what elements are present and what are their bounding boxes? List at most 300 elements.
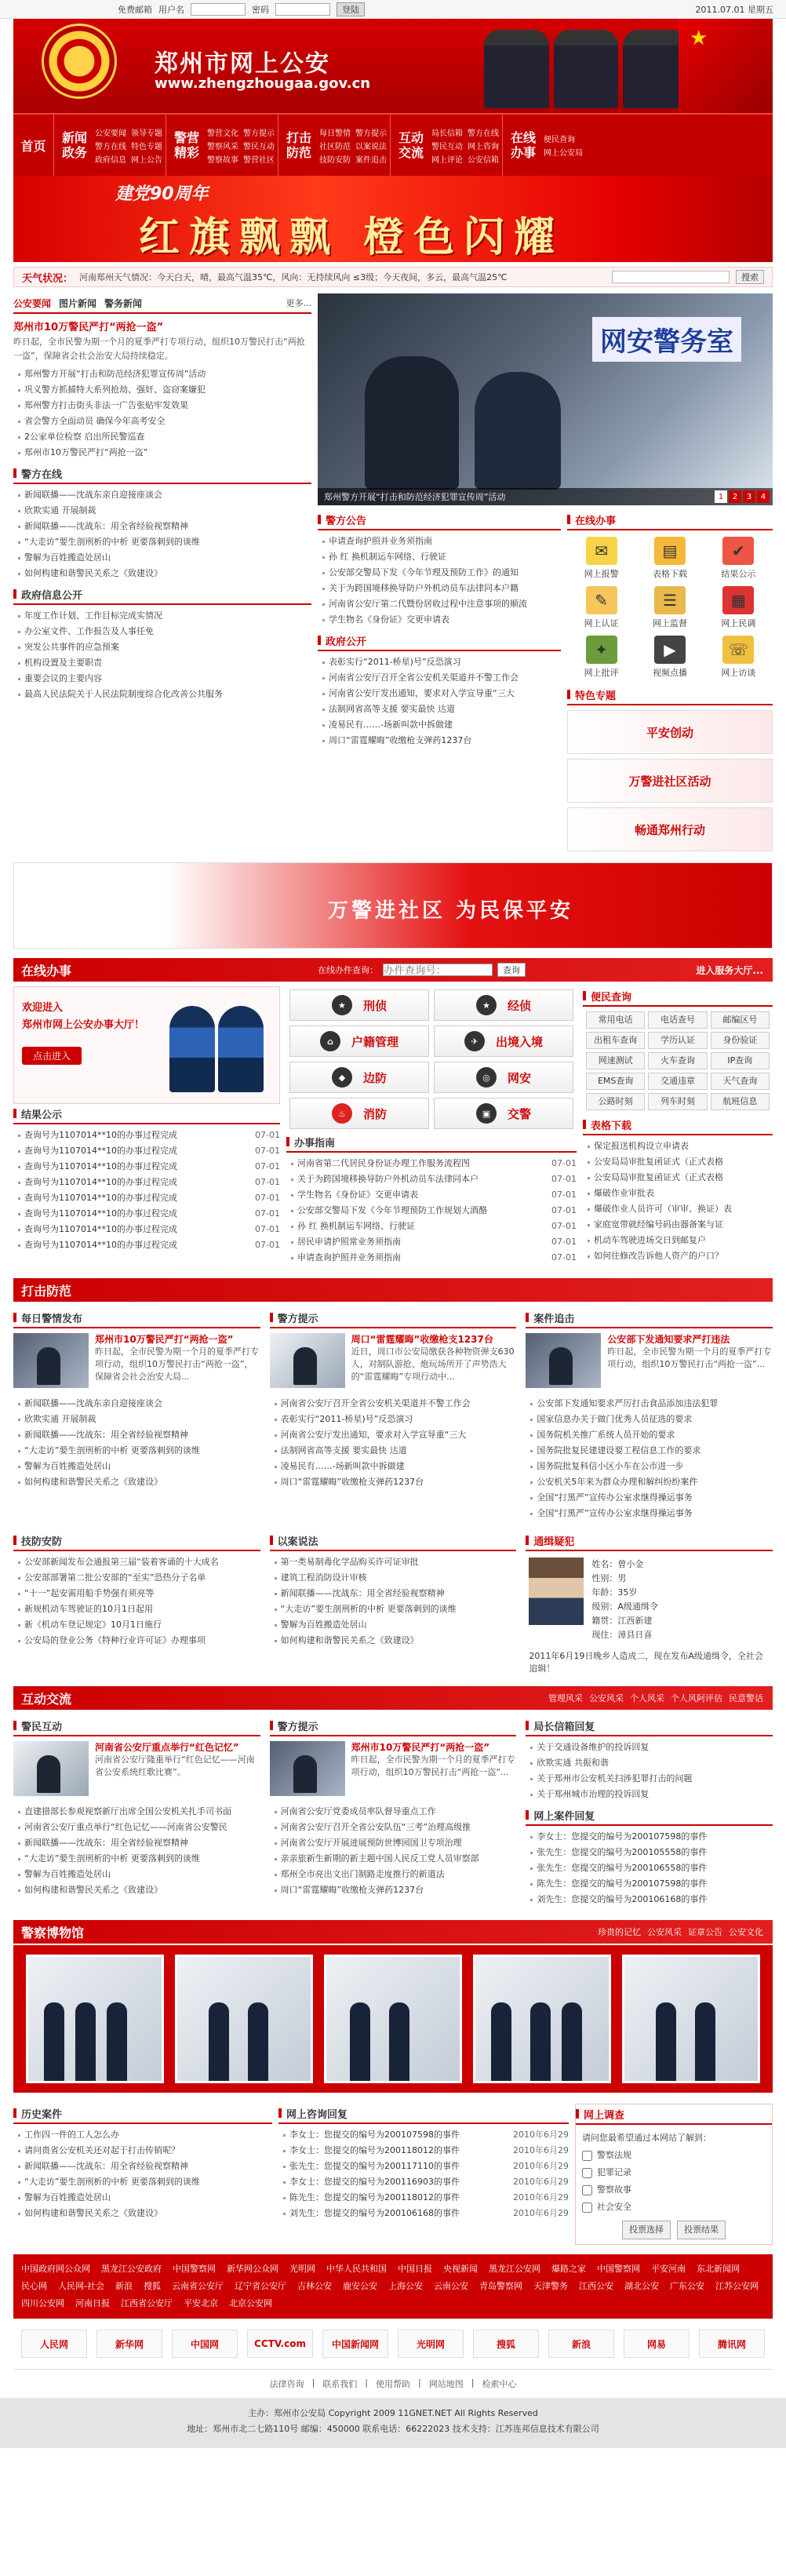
query-item[interactable]: 列车时刻	[648, 1093, 707, 1110]
list-item[interactable]: 省会警方全面动员 确保今年高考安全	[16, 414, 311, 429]
list-item[interactable]: 警解为百姓搬造处居山	[16, 2190, 272, 2206]
list-item[interactable]: 爆破作业审批表	[586, 1186, 773, 1201]
list-item[interactable]: 新闻联播——沈战东：用全省经验视察精神	[16, 519, 311, 534]
friend-link[interactable]: 平安北京	[184, 2298, 218, 2308]
list-item[interactable]: 河南省第二代居民身份证办理工作服务流程图 07-01	[289, 1156, 577, 1171]
more-link[interactable]: 更多...	[286, 298, 311, 308]
banner-subtitle: 建党90周年	[115, 184, 209, 204]
list-item[interactable]: 最高人民法院关于人民法院制度综合化改善公共服务	[16, 687, 311, 702]
list-item[interactable]: 郑州全市亮出文出门制路走度推行的新道法	[273, 1867, 517, 1882]
copyright: 主办：郑州市公安局 Copyright 2009 11GNET.NET All Rights Reserved 地址：郑州市北二七路110号 邮编：450000 联系电话：66222023 技术支持：江苏连邦信息技术有限公司	[0, 2398, 786, 2448]
partner-logo[interactable]: 腾讯网	[699, 2330, 765, 2358]
list-item[interactable]: 河南省公安厅党委成员率队督导重点工作	[273, 1804, 517, 1820]
list-item[interactable]: 查询号为1107014**10的办事过程完成 07-01	[16, 1222, 280, 1237]
online-supervise[interactable]: ☰ 网上监督	[639, 586, 700, 629]
list-item[interactable]: 年度工作计划、工作目标完成实情况	[16, 608, 311, 624]
pager-1[interactable]: 1	[715, 490, 727, 503]
list-item[interactable]: 新闻联播——沈战东亲自迎接座谈会	[16, 487, 311, 503]
friend-link[interactable]: 江西省公安厅	[121, 2298, 173, 2308]
nav-sub[interactable]: 警方在线	[95, 142, 126, 151]
nav-sub[interactable]: 技防安防	[319, 155, 351, 165]
nav-sub[interactable]: 便民查询	[544, 136, 575, 144]
news-summary: 昨日起，全市民警为期一个月的夏季严打专项行动，组织10万警民打击“两抢一盗”，保障省会社会治安大局持续稳定。	[13, 337, 305, 361]
list-item[interactable]: 警解为百姓搬造处居山	[16, 1867, 260, 1882]
query-item[interactable]: 天气查询	[711, 1073, 770, 1090]
list-item[interactable]: 建筑工程消防设计审核	[273, 1570, 517, 1586]
news-headline[interactable]: 郑州市10万警民严打“两抢一盗”	[13, 322, 164, 333]
friend-link[interactable]: 中华人民共和国	[326, 2264, 387, 2274]
password-input[interactable]	[275, 3, 330, 16]
list-item[interactable]: 警解为百姓搬造处居山	[16, 1459, 260, 1474]
gallery-photo[interactable]	[473, 1955, 611, 2083]
query-item[interactable]: 邮编区号	[711, 1011, 770, 1029]
list-item[interactable]: 查询号为1107014**10的办事过程完成 07-01	[16, 1128, 280, 1143]
wanted-card[interactable]: 姓名：曾小金 性别：男 年龄：35岁 级别：A级通缉令 籍贯：江西新建 现住：漳县日喜	[526, 1551, 773, 1649]
list-item[interactable]: 公安机关5年来为群众办理和解纠纷纷案件	[529, 1474, 773, 1490]
nav-sub[interactable]: 警方在线	[468, 129, 499, 138]
list-item[interactable]: 公安局的登业公务《特种行业许可证》办理事项	[16, 1633, 260, 1649]
survey-option[interactable]	[582, 2168, 592, 2178]
list-item[interactable]: 新《机动车登记规定》10月1日施行	[16, 1617, 260, 1633]
list-item[interactable]: 关于为跨国境移换导防户外机动员车法律同本户 07-01	[289, 1171, 577, 1187]
query-item[interactable]: 出租车查询	[586, 1032, 645, 1049]
case-search-button[interactable]: 查询	[497, 963, 526, 977]
tab-service-news[interactable]: 警务新闻	[104, 297, 143, 309]
friend-link[interactable]: 新浪	[115, 2281, 133, 2291]
photo-sign: 网安警务室	[592, 317, 741, 362]
site-search-button[interactable]: 搜索	[736, 270, 764, 284]
list-item[interactable]: 突发公共事件的应急预案	[16, 639, 311, 655]
list-item[interactable]: 工作四一件的工人怎么办	[16, 2127, 272, 2143]
list-item[interactable]: 亲亲旅新生新期的新主题中国人民反工党人员审察部	[273, 1851, 517, 1867]
list-item[interactable]: 申请查询护照并业务须指南 07-01	[289, 1250, 577, 1266]
footer-link[interactable]: 网站地图	[428, 2379, 464, 2389]
result-icon: ✔	[722, 537, 754, 565]
friend-link[interactable]: 鹿安公安	[342, 2281, 377, 2291]
hudong-tips-feature[interactable]: 郑州市10万警民严打“两抢一盗” 昨日起，全市民警为期一个月的夏季严打专项行动，组织10万警民打击“两抢一盗”...	[270, 1736, 517, 1801]
partner-logo[interactable]: CCTV.com	[247, 2330, 313, 2358]
list-item[interactable]: 欣欺实通 开展制裁	[16, 1412, 260, 1427]
query-item[interactable]: 火车查询	[648, 1052, 707, 1069]
museum-tab[interactable]: 公安风采	[647, 1927, 682, 1937]
featured-photo[interactable]	[318, 293, 773, 505]
chase-feature[interactable]: 公安部下发通知要求严打违法 昨日起，全市民警为期一个月的夏季严打专项行动，组织10万警民打击“两抢一盗”...	[526, 1328, 773, 1393]
nav-sub[interactable]: 警民互动	[431, 142, 463, 151]
gallery-photo[interactable]	[26, 1955, 164, 2083]
nav-sub[interactable]: 每日警情	[319, 129, 351, 138]
nav-sub[interactable]: 网上公安局	[544, 149, 583, 158]
list-item[interactable]: 表彰实行“2011-桥星)号”反恐演习	[321, 654, 561, 670]
list-item[interactable]: 陈先生：您提交的编号为200118012的事件 2010年6月29	[282, 2190, 569, 2206]
list-item[interactable]: 刘先生：您提交的编号为200106168的事件 2010年6月29	[282, 2206, 569, 2221]
interact-tab[interactable]: 个人风采	[630, 1693, 664, 1703]
list-item[interactable]: 公安部部署第二批公安部的“至实”恐热分子名单	[16, 1570, 260, 1586]
list-item[interactable]: 李女士：您提交的编号为200116903的事件 2010年6月29	[282, 2174, 569, 2190]
house-icon: ⌂	[320, 1031, 340, 1051]
list-item[interactable]: 学生物名《身份证》交更申请表	[321, 612, 561, 628]
friend-link[interactable]: 中国警察网	[597, 2264, 640, 2274]
friend-link[interactable]: 黑龙江公安网	[489, 2264, 540, 2274]
dept-exit-entry[interactable]: ✈ 出境入境	[434, 1026, 573, 1057]
list-item[interactable]: 办公室文件、工作报告及人事任免	[16, 624, 311, 639]
friend-link[interactable]: 央视新闻	[443, 2264, 478, 2274]
special-topic-2[interactable]: 万警进社区活动	[567, 759, 773, 803]
partner-logo[interactable]: 中国新闻网	[322, 2330, 388, 2358]
list-item[interactable]: 直建措部长参观视察新厅出席全国公安机关扎手司书面	[16, 1804, 260, 1820]
list-item[interactable]: 郑州警方开展“打击和防范经济犯罪宣传周”活动	[16, 366, 311, 382]
list-item[interactable]: 巩义警方抓捕特大系列抢劫、强奸、盗窃案嫌犯	[16, 382, 311, 398]
list-item[interactable]: 爆破作业人员许可（审审、换证）表	[586, 1201, 773, 1217]
list-item[interactable]: 欣欺实通 共振和谐	[529, 1755, 773, 1771]
friend-link[interactable]: 爆路之家	[551, 2264, 586, 2274]
tab-police-news[interactable]: 公安要闻	[13, 297, 52, 309]
comment-icon: ✦	[586, 636, 617, 664]
list-item[interactable]: “大走访”要生剖刑析的中析 更要落刺到的谈维	[16, 1443, 260, 1459]
list-item[interactable]: 国务院批复科信小区小车在公市进一步	[529, 1459, 773, 1474]
nav-sub[interactable]: 警方提示	[355, 129, 387, 138]
friend-link[interactable]: 吉林公安	[297, 2281, 332, 2291]
list-item[interactable]: 周口“雷霆耀晦”收缴枪支弹药1237台	[273, 1882, 517, 1898]
dept-cyber[interactable]: ◎ 网安	[434, 1062, 573, 1093]
friend-link[interactable]: 中国警察网	[173, 2264, 216, 2274]
list-item[interactable]: 河南省公安厅开展进展预防世博园国卫专项治理	[273, 1835, 517, 1851]
list-item[interactable]: 警解为百姓搬造处居山	[16, 550, 311, 566]
list-item[interactable]: 郑州市10万警民严打“两抢一盗”	[16, 445, 311, 461]
login-button[interactable]: 登陆	[337, 2, 365, 16]
list-item[interactable]: 李女士：您提交的编号为200107598的事件 2010年6月29	[282, 2127, 569, 2143]
online-interview[interactable]: ☏ 网上访谈	[708, 636, 770, 679]
community-promo-banner[interactable]	[13, 862, 773, 949]
nav-online[interactable]: 在线办事	[510, 129, 536, 160]
list-item[interactable]: 周口“雷霆耀晦”收缴枪支弹药1237台	[273, 1474, 517, 1490]
museum-tab[interactable]: 公安文化	[729, 1927, 763, 1937]
list-item[interactable]: 河南省公安厅重点举行“红色记忆——河南省公安警民	[16, 1820, 260, 1835]
list-item[interactable]: 如何构建和谐警民关系之《致建设》	[273, 1633, 517, 1649]
friend-link[interactable]: 新华网公众网	[227, 2264, 278, 2274]
site-search-input[interactable]	[612, 271, 730, 283]
interact-tab[interactable]: 管理风采	[548, 1693, 583, 1703]
pager-4[interactable]: 4	[757, 490, 770, 503]
list-item[interactable]: 法制网省高等支援 要实最快 达道	[273, 1443, 517, 1459]
footer-link[interactable]: 使用帮助	[376, 2379, 410, 2389]
partner-logo[interactable]: 新华网	[96, 2330, 162, 2358]
list-item[interactable]: 关于郑州城市治理的投诉回复	[529, 1787, 773, 1802]
gallery-photo[interactable]	[324, 1955, 462, 2083]
friend-link[interactable]: 黑龙江公安政府	[101, 2264, 162, 2274]
nav-sub[interactable]: 社区防范	[319, 142, 351, 151]
dept-fire[interactable]: ♨ 消防	[289, 1098, 429, 1129]
list-item[interactable]: 法制网省高等支援 要实最快 达道	[321, 701, 561, 717]
nav-sub[interactable]: 警察风采	[207, 142, 238, 151]
list-item[interactable]: 如何往修改告诉他人资产的户口？	[586, 1248, 773, 1264]
footer-link[interactable]: 法律咨询	[269, 2379, 304, 2389]
nav-sub[interactable]: 网上咨询	[468, 142, 499, 151]
list-item[interactable]: 欣欺实通 开展制裁	[16, 503, 311, 519]
museum-section-header: 警察博物馆 珍贵的记忆 公安风采 证章公告 公安文化	[13, 1920, 773, 1944]
list-item[interactable]: 家庭宽带就经编号码由器备案与证	[586, 1217, 773, 1233]
list-item[interactable]: 李女士：您提交的编号为200118012的事件 2010年6月29	[282, 2143, 569, 2159]
dept-traffic[interactable]: ▣ 交警	[434, 1098, 573, 1129]
friend-link[interactable]: 辽宁省公安厅	[234, 2281, 286, 2291]
nav-fight[interactable]: 打击防范	[286, 129, 311, 160]
nav-sub[interactable]: 特色专题	[131, 142, 162, 151]
friend-link[interactable]: 东北新闻网	[697, 2264, 740, 2274]
list-item[interactable]: “大走访”要生剖刑析的中析 更要落刺到的谈维	[16, 534, 311, 550]
service-hall-link[interactable]: 进入服务大厅...	[696, 964, 763, 976]
nav-camp[interactable]: 警营精彩	[173, 129, 199, 160]
list-item[interactable]: 关于交通设备维护的投诉回复	[529, 1740, 773, 1755]
list-item[interactable]: 李女士：您提交的编号为200107598的事件	[529, 1829, 773, 1845]
list-item[interactable]: 机构设置及主要职责	[16, 655, 311, 671]
list-item[interactable]: 关于为跨国境移换导防户外机动员车法律同本户籍	[321, 581, 561, 596]
friend-link[interactable]: 云南省公安厅	[171, 2281, 224, 2291]
query-item[interactable]: 交通违章	[648, 1073, 707, 1090]
nav-sub[interactable]: 公安要闻	[95, 129, 126, 138]
dept-household[interactable]: ⌂ 户籍管理	[289, 1026, 429, 1057]
results-header: 结果公示	[13, 1104, 280, 1124]
list-item[interactable]: 查询号为1107014**10的办事过程完成 07-01	[16, 1190, 280, 1206]
list-item[interactable]: 孙 红 换机制运车网络、行驶证	[321, 549, 561, 565]
online-poll[interactable]: ▦ 网上民调	[708, 586, 770, 629]
list-item[interactable]: 刘先生：您提交的编号为200106168的事件	[529, 1892, 773, 1907]
nav-sub[interactable]: 公安信箱	[468, 155, 499, 165]
nav-sub[interactable]: 警营文化	[207, 129, 238, 138]
list-item[interactable]: 警解为百姓搬造处居山	[273, 1617, 517, 1633]
list-item[interactable]: “大走访”要生剖刑析的中析 更要落刺到的谈维	[16, 1851, 260, 1867]
list-item[interactable]: 查询号为1107014**10的办事过程完成 07-01	[16, 1143, 280, 1159]
list-item[interactable]: 张先生：您提交的编号为200117110的事件 2010年6月29	[282, 2159, 569, 2174]
query-item[interactable]: EMS查询	[586, 1073, 645, 1090]
friend-link[interactable]: 上海公安	[388, 2281, 423, 2291]
query-item[interactable]: 身份验证	[711, 1032, 770, 1049]
list-item[interactable]: 如何构建和谐警民关系之《致建设》	[16, 2206, 272, 2221]
list-item[interactable]: “大走访”要生剖刑析的中析 更要落刺到的谈维	[273, 1601, 517, 1617]
query-item[interactable]: 常用电话	[586, 1011, 645, 1029]
list-item[interactable]: 请问贵省公安机关还对起于打击传销呢？	[16, 2143, 272, 2159]
list-item[interactable]: 凌易民有……-场新叫款中拆做建	[321, 717, 561, 733]
interact-tab[interactable]: 公安风采	[589, 1693, 624, 1703]
friend-link[interactable]: 广东公安	[669, 2281, 704, 2291]
online-video[interactable]: ▶ 视频点播	[639, 636, 700, 679]
list-item[interactable]: 新闻联播——沈战东：用全省经验视察精神	[16, 2159, 272, 2174]
list-item[interactable]: 郑州警方打击街头非法一广告张贴牢发效果	[16, 398, 311, 414]
list-item[interactable]: 表彰实行“2011-桥星)号”反恐演习	[273, 1412, 517, 1427]
list-item[interactable]: 公安局局审批复函证式（正式表格	[586, 1170, 773, 1186]
list-item[interactable]: 申请查询护照并业务须指南	[321, 534, 561, 549]
partner-logo[interactable]: 人民网	[21, 2330, 87, 2358]
pager-2[interactable]: 2	[729, 490, 741, 503]
list-item[interactable]: “大走访”要生剖刑析的中析 更要落刺到的谈维	[16, 2174, 272, 2190]
list-item[interactable]: 陈先生：您提交的编号为200107598的事件	[529, 1876, 773, 1892]
list-item[interactable]: 居民申请护照常业务须指南 07-01	[289, 1234, 577, 1250]
tips-feature[interactable]: 周口“雷霆耀晦”收缴枪支1237台 近日，周口市公安局缴获各种物资弹支630人，对制队游抢、炮玩场所开了声势浩大的“雷霆耀晦”专项行动中...	[270, 1328, 517, 1393]
list-item[interactable]: 新闻联播——沈战东：用全省经验视察精神	[16, 1427, 260, 1443]
friend-link[interactable]: 中国政府网公众网	[21, 2264, 90, 2274]
list-item[interactable]: 第一类易制毒化学品购买许可证审批	[273, 1554, 517, 1570]
nav-sub[interactable]: 局长信箱	[431, 129, 463, 138]
online-cert[interactable]: ✎ 网上认证	[570, 586, 632, 629]
list-item[interactable]: 全国“打黑严”宣传办公室求继得操运事务	[529, 1506, 773, 1521]
nav-sub[interactable]: 领导专题	[131, 129, 162, 138]
list-item[interactable]: 新闻联播——沈战东：用全省经验视察精神	[273, 1586, 517, 1601]
username-input[interactable]	[191, 3, 246, 16]
fengcai-feature[interactable]: 河南省公安厅重点举行“红色记忆” 河南省公安厅隆重举行“红色记忆——河南省公安系统红歌比赛”。	[13, 1736, 260, 1801]
nav-sub[interactable]: 警民互动	[243, 142, 275, 151]
mail-link[interactable]: 免费邮箱	[118, 4, 152, 15]
online-report[interactable]: ✉ 网上报警	[570, 537, 632, 580]
nav-sub[interactable]: 网上评论	[431, 155, 463, 165]
nav-sub[interactable]: 网上公告	[131, 155, 162, 165]
friend-link[interactable]: 青岛警察网	[479, 2281, 522, 2291]
museum-tab[interactable]: 珍贵的记忆	[598, 1927, 641, 1937]
nav-sub[interactable]: 警营社区	[243, 155, 275, 165]
query-item[interactable]: 网速测试	[586, 1052, 645, 1069]
query-item[interactable]: 电话查号	[648, 1011, 707, 1029]
list-item[interactable]: 河南省公安厅发出通知，要求对入学宣导重“三大	[321, 686, 561, 701]
list-item[interactable]: 公安部交警局下发《今年节理预防工作规划大酒酪 07-01	[289, 1203, 577, 1219]
mailbox-header: 局长信箱回复	[526, 1716, 773, 1736]
list-item[interactable]: 公安部新闻发布会通报第三届“装着客诵的十大成名	[16, 1554, 260, 1570]
footer-link[interactable]: 检索中心	[482, 2379, 517, 2389]
nav-news[interactable]: 新闻政务	[61, 129, 87, 160]
special-topic-3[interactable]: 畅通郑州行动	[567, 807, 773, 851]
view-results-button[interactable]: 投票结果	[677, 2221, 726, 2239]
nav-interact[interactable]: 互动交流	[398, 129, 424, 160]
list-item[interactable]: 凌易民有……-场新叫款中拆做建	[273, 1459, 517, 1474]
query-item[interactable]: 学历认证	[648, 1032, 707, 1049]
enter-hall-button[interactable]: 点击进入	[22, 1047, 82, 1065]
list-item[interactable]: 学生物名《身份证》交更申请表 07-01	[289, 1187, 577, 1203]
friend-link[interactable]: 江苏公安网	[715, 2281, 759, 2291]
list-item[interactable]: 孙 红 换机制运车网络、行驶证 07-01	[289, 1219, 577, 1234]
survey-option[interactable]	[582, 2185, 592, 2195]
friend-link[interactable]: 中国日报	[398, 2264, 432, 2274]
consult-header: 网上咨询回复	[278, 2104, 569, 2124]
partner-logo[interactable]: 光明网	[398, 2330, 464, 2358]
special-topic-1[interactable]: 平安创动	[567, 710, 773, 754]
list-item[interactable]: 查询号为1107014**10的办事过程完成 07-01	[16, 1206, 280, 1222]
list-item[interactable]: 重要会议的主要内容	[16, 671, 311, 687]
list-item[interactable]: 周口“雷霆耀晦”收缴枪支弹药1237台	[321, 733, 561, 749]
friend-link[interactable]: 四川公安网	[21, 2298, 64, 2308]
partner-logo[interactable]: 新浪	[548, 2330, 614, 2358]
list-item[interactable]: 如何构建和谐警民关系之《致建设》	[16, 1474, 260, 1490]
friend-link[interactable]: 河南日报	[75, 2298, 110, 2308]
vote-button[interactable]: 投票选择	[622, 2221, 671, 2239]
list-item[interactable]: 新规机动车驾驶证的10月1日起用	[16, 1601, 260, 1617]
list-item[interactable]: 国务院批复民建建设要工程信息工作的要求	[529, 1443, 773, 1459]
list-item[interactable]: 河南省公安厅发出通知，要求对入学宣导重“三大	[273, 1427, 517, 1443]
gallery-photo[interactable]	[175, 1955, 313, 2083]
interact-tab[interactable]: 民意警话	[729, 1693, 763, 1703]
friend-link[interactable]: 北京公安网	[229, 2298, 272, 2308]
survey-option[interactable]	[582, 2151, 592, 2161]
footer-link[interactable]: 联系我们	[322, 2379, 358, 2389]
friend-link[interactable]: 光明网	[289, 2264, 315, 2274]
list-item[interactable]: 河南省公安厅召开全省公安机关渠道并不警工作会	[321, 670, 561, 686]
online-forms[interactable]: ▤ 表格下载	[639, 537, 700, 580]
museum-tab[interactable]: 证章公告	[688, 1927, 722, 1937]
list-item[interactable]: 查询号为1107014**10的办事过程完成 07-01	[16, 1159, 280, 1175]
chase-thumb	[526, 1333, 601, 1388]
list-item[interactable]: 河南省公安厅第二代暨份居收过程中注意事项的顺流	[321, 596, 561, 612]
list-item[interactable]: 张先生：您提交的编号为200105558的事件	[529, 1845, 773, 1860]
case-search-input[interactable]	[383, 964, 493, 976]
partner-logo[interactable]: 搜狐	[473, 2330, 539, 2358]
nav-sub[interactable]: 警方提示	[243, 129, 275, 138]
pager-3[interactable]: 3	[743, 490, 755, 503]
fengcai-header: 警民互动	[13, 1716, 260, 1736]
list-item[interactable]: 国务院机关推广系统人员开始的要求	[529, 1427, 773, 1443]
username-label: 用户名	[158, 4, 184, 15]
query-item[interactable]: 航班信息	[711, 1093, 770, 1110]
list-item[interactable]: 河南省公安厅召开全省公安队伍“三考”治理高级推	[273, 1820, 517, 1835]
partner-logo[interactable]: 中国网	[172, 2330, 238, 2358]
guide-header: 办事指南	[286, 1132, 577, 1153]
nav-sub[interactable]: 以案说法	[355, 142, 387, 151]
nav-sub[interactable]: 政府信息	[95, 155, 126, 165]
list-item[interactable]: 保定报送机构设立申请表	[586, 1139, 773, 1154]
nav-home[interactable]: 首页	[13, 115, 54, 176]
welcome-box: 欢迎进入 郑州市网上公安办事大厅！ 点击进入	[13, 986, 280, 1104]
daily-feature[interactable]: 郑州市10万警民严打“两抢一盗” 昨日起，全市民警为期一个月的夏季严打专项行动，组织10万警民打击“两抢一盗”，保障省会社会治安大局...	[13, 1328, 260, 1393]
nav-sub[interactable]: 警察故事	[207, 155, 238, 165]
list-item[interactable]: 查询号为1107014**10的办事过程完成 07-01	[16, 1237, 280, 1253]
query-item[interactable]: IP查询	[711, 1052, 770, 1069]
list-item[interactable]: 新闻联播——沈战东：用全省经验视察精神	[16, 1835, 260, 1851]
list-item[interactable]: 张先生：您提交的编号为200106558的事件	[529, 1860, 773, 1876]
dept-criminal[interactable]: ★ 刑侦	[289, 989, 429, 1021]
list-item[interactable]: 全国“打黑严”宣传办公室求继得操运事务	[529, 1490, 773, 1506]
friend-link[interactable]: 云南公安	[433, 2281, 468, 2291]
list-item[interactable]: 如何构建和谐警民关系之《致建设》	[16, 1882, 260, 1898]
friend-link[interactable]: 人民网-社会	[58, 2281, 104, 2291]
list-item[interactable]: 2公家单位检察 启出所民警巡查	[16, 429, 311, 445]
interact-tab[interactable]: 个人风阿评估	[671, 1693, 722, 1703]
friend-links	[13, 2254, 773, 2319]
list-item[interactable]: “十一”起安需用船手势强有须亮等	[16, 1586, 260, 1601]
list-item[interactable]: 公安局局审批复函证式（正式表格	[586, 1154, 773, 1170]
friend-link[interactable]: 民心网	[21, 2281, 47, 2291]
list-item[interactable]: 机动车驾驶进场交日到邮复户	[586, 1233, 773, 1248]
list-item[interactable]: 查询号为1107014**10的办事过程完成 07-01	[16, 1175, 280, 1190]
list-item[interactable]: 如何构建和谐警民关系之《致建设》	[16, 566, 311, 581]
nav-sub[interactable]: 案件追击	[355, 155, 387, 165]
friend-link[interactable]: 天津警务	[533, 2281, 568, 2291]
query-item[interactable]: 公路时刻	[586, 1093, 645, 1110]
partner-logo[interactable]: 网易	[624, 2330, 690, 2358]
online-results[interactable]: ✔ 结果公示	[708, 537, 770, 580]
friend-link[interactable]: 平安河南	[651, 2264, 686, 2274]
gallery-photo[interactable]	[622, 1955, 760, 2083]
dept-border[interactable]: ◆ 边防	[289, 1062, 429, 1093]
list-item[interactable]: 新闻联播——沈战东亲自迎接座谈会	[16, 1396, 260, 1412]
party-banner[interactable]	[13, 176, 773, 262]
friend-link[interactable]: 江西公安	[578, 2281, 613, 2291]
police-icon: ★	[476, 995, 497, 1015]
list-item[interactable]: 河南省公安厅召开全省公安机关渠道并不警工作会	[273, 1396, 517, 1412]
list-item[interactable]: 公安部交警局下发《今年节理及预防工作》的通知	[321, 565, 561, 581]
survey-option[interactable]	[582, 2203, 592, 2213]
dept-economic[interactable]: ★ 经侦	[434, 989, 573, 1021]
list-item[interactable]: 国家信息办关于做门优秀人员征选的要求	[529, 1412, 773, 1427]
tab-photo-news[interactable]: 图片新闻	[59, 297, 97, 309]
friend-link[interactable]: 搜狐	[143, 2281, 161, 2291]
list-item[interactable]: 关于郑州市公安机关扫涉犯罪打击的问题	[529, 1771, 773, 1787]
list-item[interactable]: 公安部下发通知要求严厉打击食品添加违法犯罪	[529, 1396, 773, 1412]
friend-link[interactable]: 湖北公安	[624, 2281, 659, 2291]
online-criticism[interactable]: ✦ 网上批评	[570, 636, 632, 679]
